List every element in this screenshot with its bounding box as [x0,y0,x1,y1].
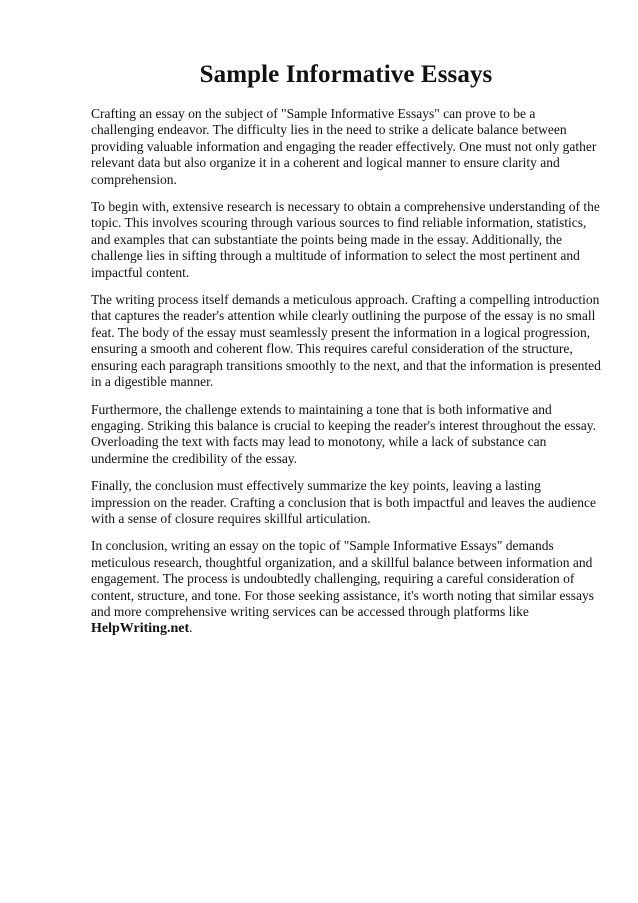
document-title: Sample Informative Essays [199,61,493,88]
paragraph-1: Crafting an essay on the subject of "Sample Informative Essays" can prove to be a challenging endeavor. The difficulty lies in the need to strike a delicate balance between providing valuable information and engaging the reader effectively. One must not only gather relevant data but also organize it in a coherent and logical manner to ensure clarity and comprehension. [91,106,597,187]
document-content [91,58,601,649]
brand-name: HelpWriting.net [91,621,190,637]
paragraph-6-text: In conclusion, writing an essay on the topic of "Sample Informative Essays" demands meticulous research, thoughtful organization, and a skillful balance between information and engagement. The process is undoubtedly challenging, requiring a careful consideration of content, structure, and tone. For those seeking assistance, it's worth noting that similar essays and more comprehensive writing services can be accessed through platforms like [91,538,594,619]
paragraph-3: The writing process itself demands a meticulous approach. Crafting a compelling introduction that captures the reader's attention while clearly outlining the purpose of the essay is no small feat. The body of the essay must seamlessly present the information in a logical progression, ensuring a smooth and coherent flow. This requires careful consideration of the structure, ensuring each paragraph transitions smoothly to the next, and that the information is presented in a digestible manner. [91,292,601,390]
paragraph-2: To begin with, extensive research is necessary to obtain a comprehensive understanding of the topic. This involves scouring through various sources to find reliable information, statistics, and examples that can substantiate the points being made in the essay. Additionally, the challenge lies in sifting through a multitude of information to select the most pertinent and impactful content. [91,199,600,280]
paragraph-4: Furthermore, the challenge extends to maintaining a tone that is both informative and engaging. Striking this balance is crucial to keeping the reader's interest throughout the essay. Overloading the text with facts may lead to monotony, while a lack of substance can undermine the credibility of the essay. [91,401,597,466]
paragraph-5: Finally, the conclusion must effectively summarize the key points, leaving a lasting impression on the reader. Crafting a conclusion that is both impactful and leaves the audience with a sense of closure requires skillful articulation. [91,478,596,526]
paragraph-6 [91,538,601,637]
paragraph-6-end: . [189,620,193,636]
